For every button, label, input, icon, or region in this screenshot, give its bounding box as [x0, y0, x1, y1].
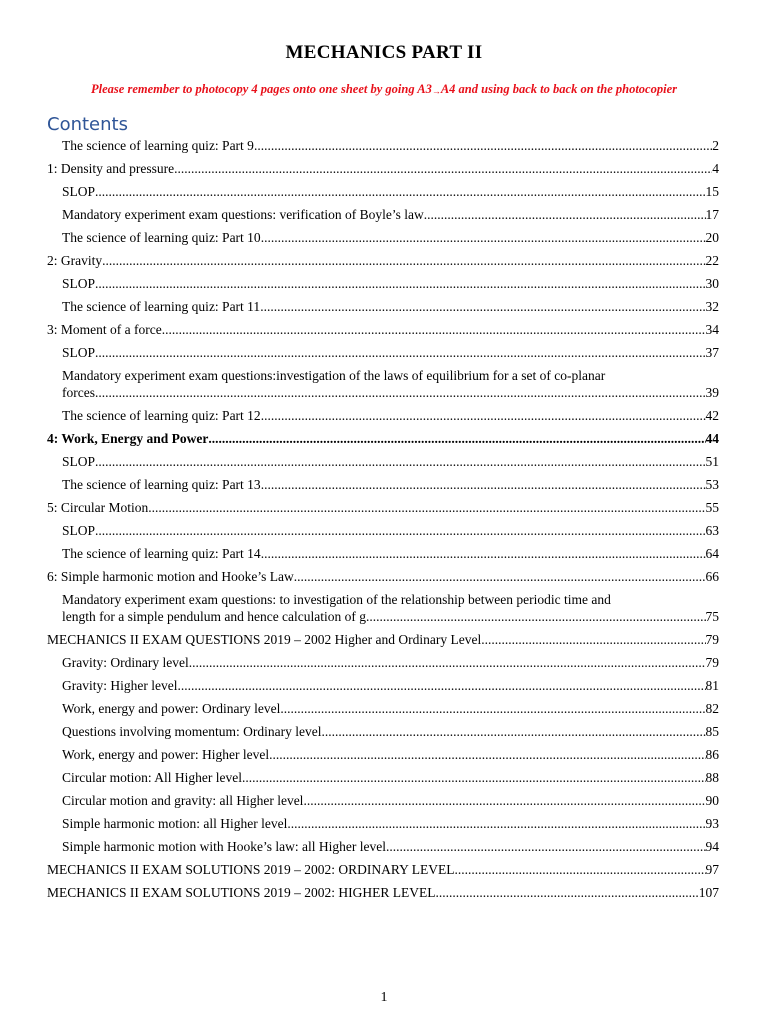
dot-leader	[177, 677, 705, 694]
toc-entry[interactable]	[62, 344, 719, 361]
dot-leader	[260, 298, 705, 315]
toc-entry-title: MECHANICS II EXAM SOLUTIONS 2019 – 2002: HIGHER LEVEL	[47, 885, 436, 900]
dot-leader	[269, 746, 705, 763]
dot-leader	[261, 476, 706, 493]
toc-entry-page-number: 97	[705, 862, 719, 877]
toc-entry[interactable]	[62, 677, 719, 694]
toc-entry-page-number: 2	[712, 138, 719, 153]
dot-leader	[386, 838, 706, 855]
toc-entry-page-number: 17	[705, 207, 719, 222]
toc-entry-page-number: 42	[705, 408, 719, 423]
toc-entry[interactable]	[62, 453, 719, 470]
toc-entry-page-number: 15	[705, 184, 719, 199]
dot-leader	[303, 792, 705, 809]
dot-leader	[294, 568, 706, 585]
toc-entry[interactable]	[62, 591, 719, 625]
toc-entry-page-number: 75	[705, 609, 719, 624]
toc-entry-text-line1: Mandatory experiment exam questions:investigation of the laws of equilibrium for a set of co-planar	[62, 368, 606, 383]
arrow-right-icon: →	[431, 86, 441, 96]
toc-entry[interactable]	[47, 631, 719, 648]
notice-text-end: A4 and using back to back on the photocopier	[440, 82, 677, 96]
toc-entry[interactable]	[62, 700, 719, 717]
toc-entry-title: Work, energy and power: Ordinary level	[62, 701, 281, 716]
toc-entry[interactable]	[47, 252, 719, 269]
toc-entry-page-number: 55	[705, 500, 719, 515]
toc-entry-title: 6: Simple harmonic motion and Hooke’s Law	[47, 569, 294, 584]
dot-leader	[208, 430, 705, 447]
toc-entry[interactable]	[62, 545, 719, 562]
toc-entry-title: 1: Density and pressure	[47, 161, 175, 176]
toc-entry-page-number: 4	[712, 161, 719, 176]
toc-entry[interactable]	[62, 769, 719, 786]
dot-leader	[321, 723, 705, 740]
toc-entry-page-number: 30	[705, 276, 719, 291]
toc-entry-page-number: 94	[705, 839, 719, 854]
toc-entry-title: Simple harmonic motion: all Higher level	[62, 816, 288, 831]
toc-entry-page-number: 90	[705, 793, 719, 808]
toc-entry[interactable]	[62, 815, 719, 832]
toc-entry[interactable]	[62, 838, 719, 855]
toc-entry-page-number: 86	[705, 747, 719, 762]
document-title: MECHANICS PART II	[285, 42, 483, 63]
toc-entry[interactable]	[62, 367, 719, 401]
toc-entry-title: SLOP	[62, 523, 96, 538]
dot-leader	[481, 631, 705, 648]
toc-entry[interactable]	[62, 654, 719, 671]
toc-entry-page-number: 22	[705, 253, 719, 268]
dot-leader	[261, 545, 706, 562]
toc-entry-title: The science of learning quiz: Part 14	[62, 546, 261, 561]
toc-entry-page-number: 88	[705, 770, 719, 785]
toc-entry[interactable]	[62, 407, 719, 424]
toc-entry[interactable]	[62, 229, 719, 246]
toc-entry-title: The science of learning quiz: Part 9	[62, 138, 254, 153]
toc-entry-page-number: 81	[705, 678, 719, 693]
toc-entry-page-number: 53	[705, 477, 719, 492]
toc-entry-page-number: 82	[705, 701, 719, 716]
toc-entry[interactable]	[62, 476, 719, 493]
toc-entry-title: Circular motion and gravity: all Higher level	[62, 793, 304, 808]
dot-leader	[162, 321, 706, 338]
toc-entry-page-number: 32	[705, 299, 719, 314]
toc-entry-page-number: 64	[705, 546, 719, 561]
toc-entry[interactable]	[62, 792, 719, 809]
page-number: 1	[380, 990, 388, 1005]
toc-entry-title: 5: Circular Motion	[47, 500, 149, 515]
toc-entry-title: SLOP	[62, 276, 96, 291]
photocopy-notice	[0, 82, 768, 97]
notice-text-start: Please remember to photocopy 4 pages onto one sheet by going A3	[91, 82, 432, 96]
toc-entry[interactable]	[47, 884, 719, 901]
toc-entry[interactable]	[47, 861, 719, 878]
toc-entry-title: 3: Moment of a force	[47, 322, 162, 337]
toc-entry[interactable]	[47, 430, 719, 447]
toc-entry-page-number: 79	[705, 655, 719, 670]
dot-leader	[95, 275, 705, 292]
toc-entry[interactable]	[62, 522, 719, 539]
toc-entry-title: Work, energy and power: Higher level	[62, 747, 270, 762]
toc-entry-title: MECHANICS II EXAM QUESTIONS 2019 – 2002 Higher and Ordinary Level	[47, 632, 482, 647]
toc-entry-title: Gravity: Higher level	[62, 678, 178, 693]
toc-entry-title: 4: Work, Energy and Power	[47, 431, 209, 446]
dot-leader	[189, 654, 706, 671]
toc-entry-page-number: 107	[698, 885, 719, 900]
toc-entry-title: The science of learning quiz: Part 11	[62, 299, 261, 314]
contents-heading: Contents	[47, 114, 128, 135]
toc-entry[interactable]	[62, 206, 719, 223]
dot-leader	[280, 700, 705, 717]
toc-entry-title: The science of learning quiz: Part 12	[62, 408, 261, 423]
dot-leader	[95, 384, 706, 401]
toc-entry-page-number: 37	[705, 345, 719, 360]
toc-entry-title: forces	[62, 385, 95, 400]
dot-leader	[95, 522, 705, 539]
toc-entry-page-number: 20	[705, 230, 719, 245]
dot-leader	[95, 183, 705, 200]
toc-entry[interactable]	[62, 723, 719, 740]
dot-leader	[174, 160, 712, 177]
toc-entry-page-number: 93	[705, 816, 719, 831]
toc-entry-title: length for a simple pendulum and hence calculation of g.	[62, 609, 370, 624]
dot-leader	[102, 252, 705, 269]
dot-leader	[424, 206, 706, 223]
toc-entry-title: MECHANICS II EXAM SOLUTIONS 2019 – 2002: ORDINARY LEVEL	[47, 862, 455, 877]
toc-entry-title: The science of learning quiz: Part 13	[62, 477, 261, 492]
dot-leader	[261, 407, 706, 424]
toc-entry-page-number: 79	[705, 632, 719, 647]
dot-leader	[435, 884, 698, 901]
toc-entry-title: SLOP	[62, 454, 96, 469]
toc-entry-title: SLOP	[62, 184, 96, 199]
toc-entry-title: 2: Gravity	[47, 253, 103, 268]
toc-entry-page-number: 39	[705, 385, 719, 400]
dot-leader	[261, 229, 706, 246]
toc-entry-text-line1: Mandatory experiment exam questions: to investigation of the relationship between periodic time and	[62, 592, 611, 607]
toc-entry[interactable]	[62, 275, 719, 292]
toc-entry-page-number: 85	[705, 724, 719, 739]
toc-entry[interactable]	[62, 298, 719, 315]
dot-leader	[95, 453, 705, 470]
toc-entry-title: Circular motion: All Higher level	[62, 770, 242, 785]
toc-entry-title: Simple harmonic motion with Hooke’s law: all Higher level	[62, 839, 386, 854]
dot-leader	[455, 861, 706, 878]
toc-entry[interactable]	[47, 499, 719, 516]
toc-entry-title: Gravity: Ordinary level	[62, 655, 189, 670]
dot-leader	[148, 499, 705, 516]
dot-leader	[95, 344, 705, 361]
toc-entry[interactable]	[47, 160, 719, 177]
toc-entry[interactable]	[62, 183, 719, 200]
toc-entry-page-number: 63	[705, 523, 719, 538]
dot-leader	[287, 815, 705, 832]
dot-leader	[254, 137, 712, 154]
toc-entry[interactable]	[62, 746, 719, 763]
toc-entry-page-number: 34	[705, 322, 719, 337]
toc-entry-title: Mandatory experiment exam questions: verification of Boyle’s law	[62, 207, 424, 222]
dot-leader	[242, 769, 706, 786]
toc-entry[interactable]	[47, 568, 719, 585]
toc-entry-title: The science of learning quiz: Part 10	[62, 230, 261, 245]
toc-entry-page-number: 44	[705, 431, 719, 446]
dot-leader	[369, 608, 705, 625]
toc-entry-title: SLOP	[62, 345, 96, 360]
toc-entry[interactable]	[47, 321, 719, 338]
toc-entry-title: Questions involving momentum: Ordinary level	[62, 724, 322, 739]
toc-entry-page-number: 66	[705, 569, 719, 584]
toc-entry-page-number: 51	[705, 454, 719, 469]
toc-entry[interactable]	[62, 137, 719, 154]
